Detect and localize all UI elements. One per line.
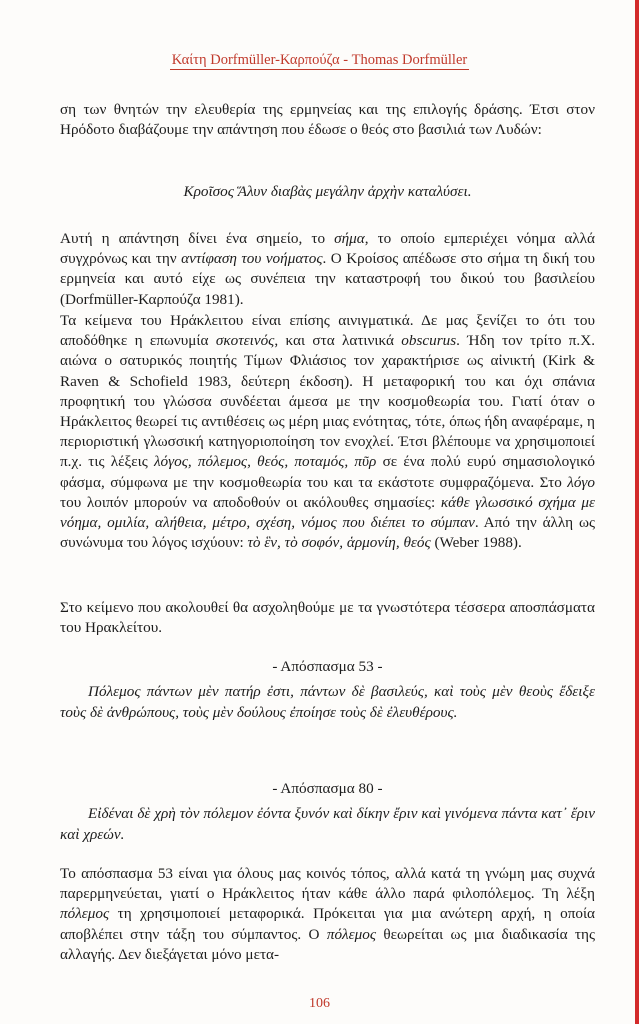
paragraph-2-italic-b: αντίφαση του νοήματος (181, 250, 323, 268)
paragraph-3-text-f: . Από την άλλη ως συνώνυμα του λόγος ισχύουν: (60, 514, 595, 552)
paragraph-3-text-c: . Ήδη τον τρίτο π.Χ. αιώνα ο σατυρικός ποιητής Τίμων Φλιάσιος τον χαρακτήρισε ως αἰνικτή (Kirk & Raven & Schofield 1983, δεύτερη έκδοση). Η μεταφορική του και όχι σπάνια προφητική του γλώσσα συνδέεται άμεσα με την κοσμοθεωρία του. Γιατί όταν ο Ηράκλειτος θεωρεί τις αντιθέσεις ως μέρη μιας ενότητας, τότε, όπως ήδη αναφέραμε, η περιοριστική γλωσσική κατηγοριοποίηση τον ενοχλεί. Έτσι βλέπουμε να χρησιμοποιεί π.χ. τις λέξεις (60, 332, 595, 471)
running-title: Καίτη Dorfmüller-Καρπούζα - Thomas Dorfmüller (171, 52, 468, 68)
paragraph-5 (60, 864, 595, 965)
paragraph-5-italic-a: πόλεμος (60, 905, 110, 923)
paragraph-2 (60, 229, 595, 310)
paragraph-3-text-e: του λοιπόν μπορούν να αποδοθούν οι ακόλουθες σημασίες: (60, 493, 441, 511)
paragraph-2-text-c: . Ο Κροίσος απέδωσε στο σήμα τη δική του ερμηνεία και αυτό είχε ως συνέπεια την καταστροφή του δικού του βασιλείου (Dorfmüller-Καρπούζα 1981). (60, 250, 595, 308)
fragment-80-text: Εἰδέναι δὲ χρὴ τὸν πόλεμον ἐόντα ξυνόν καὶ δίκην ἔριν καὶ γινόμενα πάντα κατ᾽ ἔριν καὶ χρεών. (60, 805, 595, 843)
fragment-80-heading: - Απόσπασμα 80 - (272, 780, 383, 797)
paragraph-2-text-b: , το οποίο εμπεριέχει νόημα αλλά συγχρόνως και την (60, 230, 595, 268)
page-edge-stripe (635, 0, 639, 1024)
paragraph-3-text-b: , και στα λατινικά (274, 332, 402, 350)
paragraph-3-italic-c: λόγος, πόλεμος, θεός, ποταμός, πῦρ (153, 453, 377, 471)
herodotus-quote: Κροῖσος Ἅλυν διαβὰς μεγάλην ἀρχὴν καταλύσει. (183, 183, 472, 200)
paragraph-2-italic-a: σήμα (334, 230, 365, 247)
paragraph-5-text-a: Το απόσπασμα 53 είναι για όλους μας κοινός τόπος, αλλά κατά τη γνώμη μας συχνά παρερμηνεύεται, γιατί ο Ηράκλειτος ήταν κάθε άλλο παρά φιλοπόλεμος. Τη λέξη (60, 865, 595, 903)
paragraph-3-text-d: σε ένα πολύ ευρύ σημασιολογικό φάσμα, σύμφωνα με την κοσμοθεωρία του και τα εκάστοτε συμφραζόμενα. Στο (60, 453, 595, 491)
paragraph-3-italic-d: λόγο (567, 473, 595, 491)
paragraph-3-italic-e: κάθε γλωσσικό σχήμα με νόημα, ομιλία, αλήθεια, μέτρο, σχέση, νόμος που διέπει το σύμπαν (60, 493, 596, 532)
paragraph-5-italic-b: πόλεμος (326, 925, 376, 943)
running-header (0, 52, 639, 69)
paragraph-3 (60, 311, 595, 553)
paragraph-3-italic-a: σκοτεινός (215, 332, 275, 350)
paragraph-5-text-b: τη χρησιμοποιεί μεταφορικά. Πρόκειται για μια ανώτερη αρχή, η οποία αποβλέπει στην τάξη του σύμπαντος. Ο (60, 905, 595, 943)
fragment-53-heading: - Απόσπασμα 53 - (272, 658, 383, 675)
paragraph-3-italic-b: obscurus (401, 332, 457, 350)
page-number: 106 (309, 996, 330, 1011)
paragraph-5-text-c: θεωρείται ως μια διαδικασία της αλλαγής. Δεν διεξάγεται μόνο μετα- (60, 925, 595, 963)
paragraph-1: ση των θνητών την ελευθερία της ερμηνείας και της επιλογής δράσης. Έτσι στον Ηρόδοτο διαβάζουμε την απάντηση που έδωσε ο θεός στο βασιλιά των Λυδών: (60, 101, 595, 139)
fragment-53-text: Πόλεμος πάντων μὲν πατήρ ἐστι, πάντων δὲ βασιλεύς, καὶ τοὺς μὲν θεοὺς ἔδειξε τοὺς δὲ ἀνθρώπους, τοὺς μὲν δούλους ἐποίησε τοὺς δὲ ἐλευθέρους. (60, 683, 595, 721)
paragraph-3-text-a: Τα κείμενα του Ηράκλειτου είναι επίσης αινιγματικά. Δε μας ξενίζει το ότι του αποδόθηκε η επωνυμία (60, 312, 595, 350)
paragraph-3-text-g: (Weber 1988). (430, 534, 522, 552)
paragraph-3-italic-f: τὸ ἓν, τὸ σοφόν, ἁρμονίη, θεός (247, 534, 431, 552)
paragraph-2-text-a: Αυτή η απάντηση δίνει ένα σημείο, το (60, 230, 335, 247)
paragraph-4: Στο κείμενο που ακολουθεί θα ασχοληθούμε με τα γνωστότερα τέσσερα αποσπάσματα του Ηρακλείτου. (60, 599, 595, 637)
